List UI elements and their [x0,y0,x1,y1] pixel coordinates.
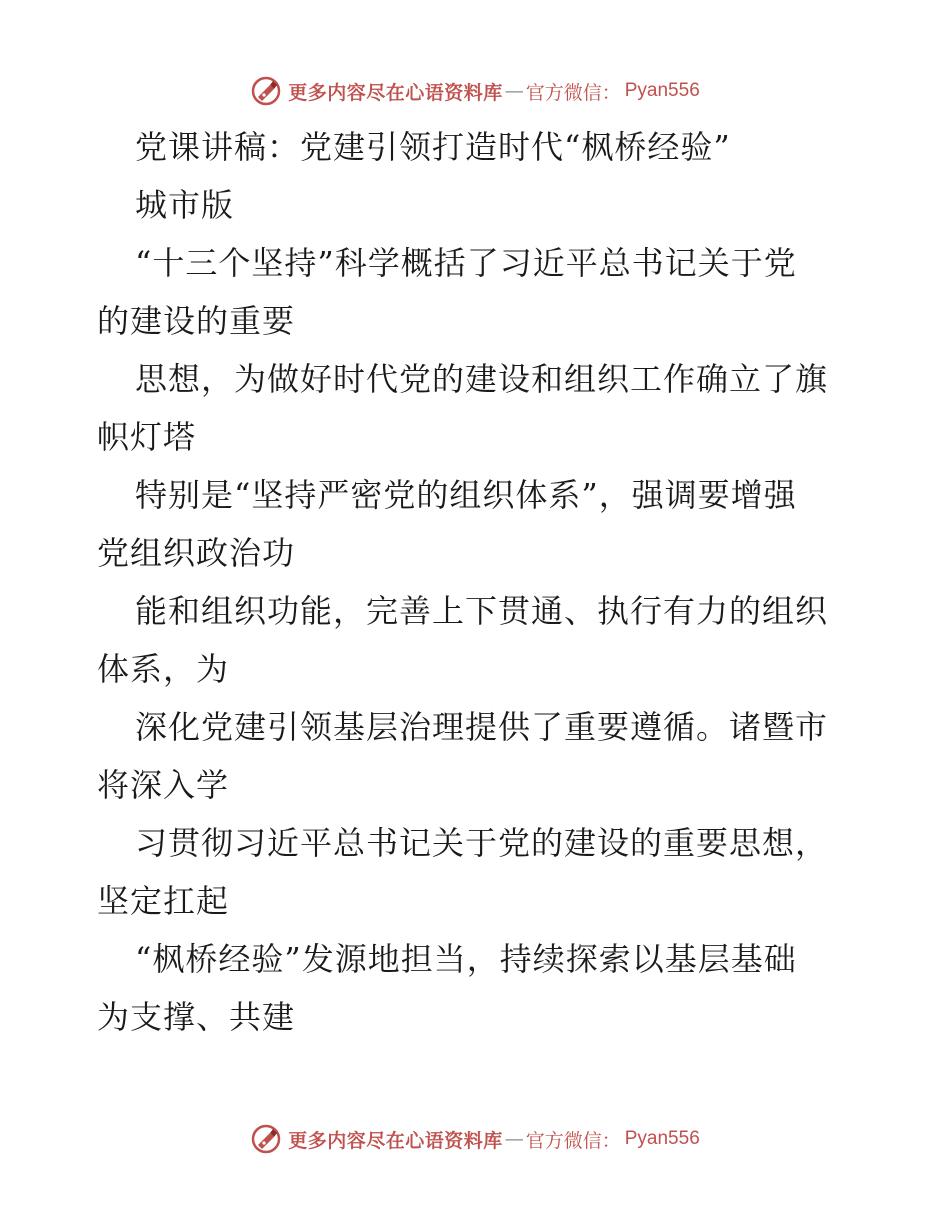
banner-site-name: 更多内容尽在心语资料库 [288,81,503,104]
text-line: 坚定扛起 [97,882,230,920]
text-line: 将深入学 [97,766,230,804]
text-line: “十三个坚持”科学概括了习近平总书记关于党 [135,244,797,282]
banner-wechat-label: 官方微信： [525,81,621,104]
document-title: 党课讲稿：党建引领打造时代“枫桥经验” [135,128,731,166]
text-line: 习贯彻习近平总书记关于党的建设的重要思想， [135,824,829,862]
text-line: 的建设的重要 [97,302,296,340]
banner-wechat-label: 官方微信： [525,1129,621,1152]
text-line: 思想，为做好时代党的建设和组织工作确立了旗 [135,360,829,398]
banner-separator: — [504,80,524,102]
text-line: 能和组织功能，完善上下贯通、执行有力的组织 [135,592,829,630]
text-line: 城市版 [135,186,235,224]
banner-separator: — [504,1128,524,1150]
text-line: 深化党建引领基层治理提供了重要遵循。诸暨市 [135,708,829,746]
banner-site-name: 更多内容尽在心语资料库 [288,1129,503,1152]
pen-nib-logo-icon [250,75,282,107]
text-line: 为支撑、共建 [97,998,296,1036]
text-line: 党组织政治功 [97,534,296,572]
text-line: 特别是“坚持严密党的组织体系”，强调要增强 [135,476,797,514]
footer-banner [0,1119,950,1159]
pen-nib-logo-icon [250,1123,282,1155]
text-line: 体系，为 [97,650,230,688]
banner-wechat-id: Pyan556 [624,80,700,101]
banner-wechat-id: Pyan556 [624,1128,700,1149]
header-banner [0,71,950,111]
document-body [97,118,857,1046]
text-line: 帜灯塔 [97,418,197,456]
text-line: “枫桥经验”发源地担当，持续探索以基层基础 [135,940,797,978]
